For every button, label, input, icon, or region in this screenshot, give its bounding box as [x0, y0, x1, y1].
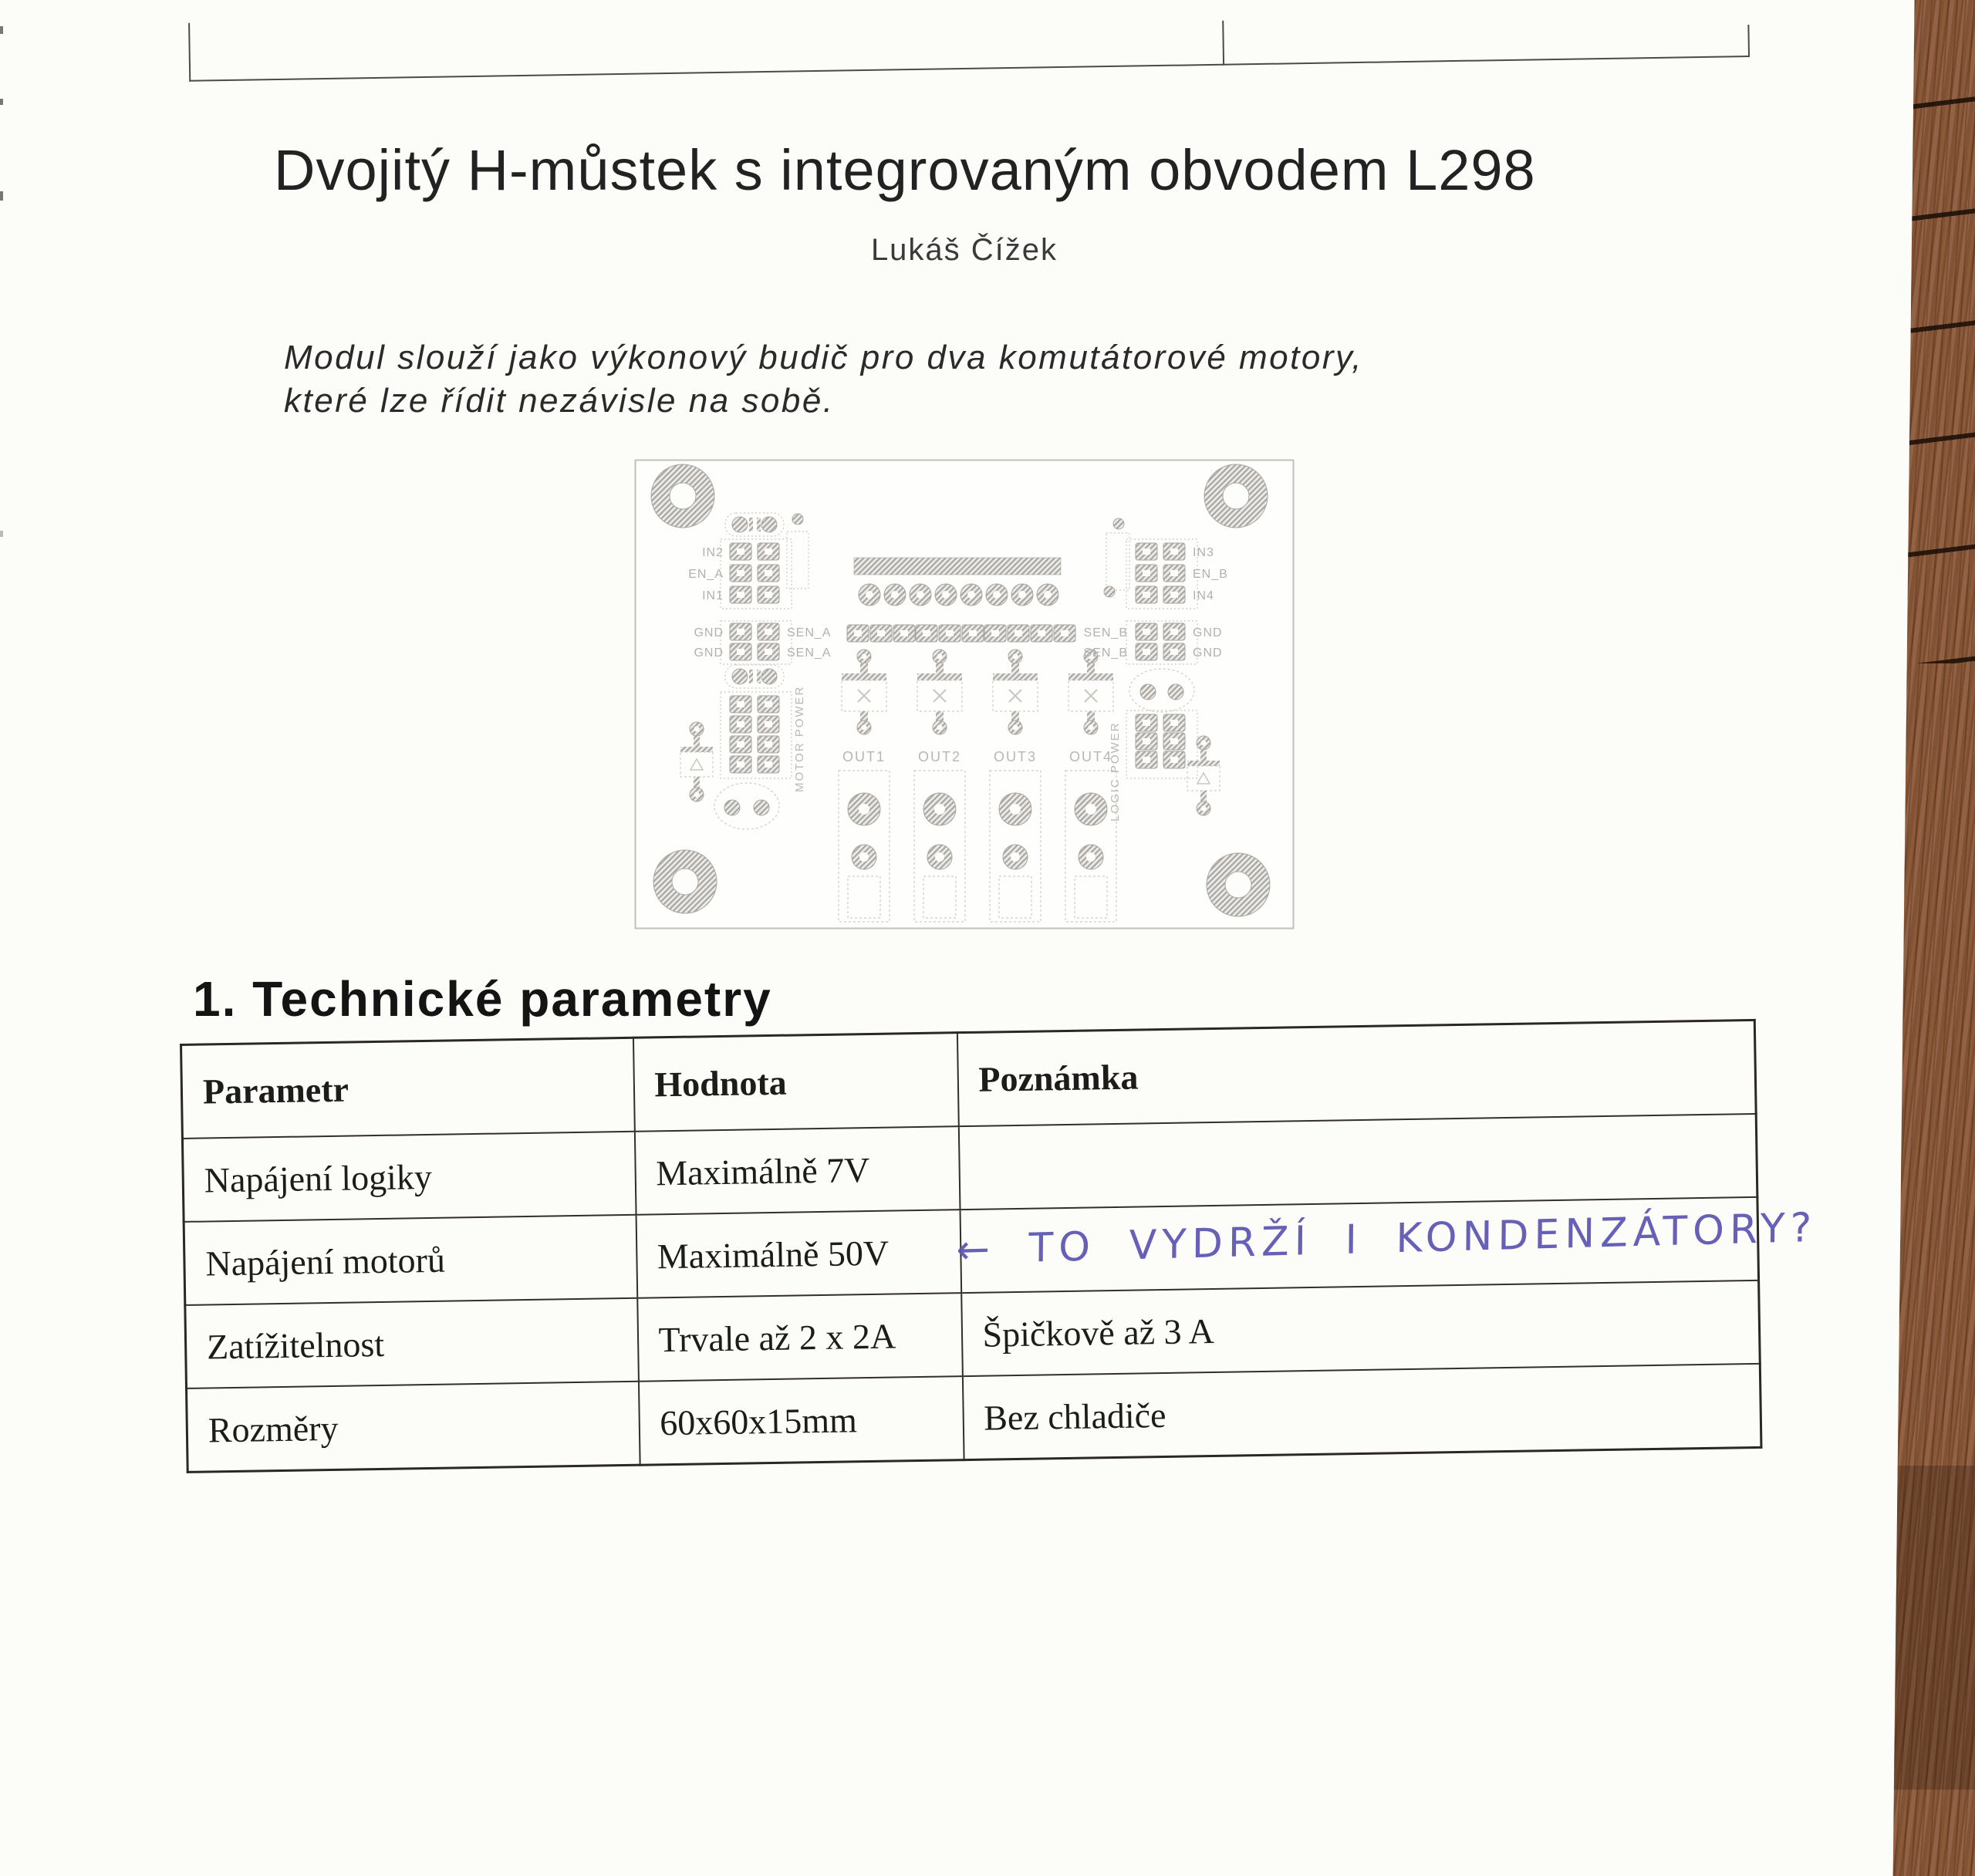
intro-line-2: které lze řídit nezávisle na sobě. — [284, 382, 835, 420]
scan-speck — [0, 99, 3, 105]
cell-poznamka: Špičkově až 3 A — [961, 1280, 1761, 1376]
pcb-label-in1: IN1 — [702, 589, 724, 602]
wood-plank-gaps — [1889, 0, 1975, 663]
intro-paragraph — [284, 336, 1363, 423]
pcb-label-sen-a: SEN_A — [787, 646, 832, 660]
pcb-label-out2: OUT2 — [917, 749, 962, 764]
pcb-label-gnd: GND — [694, 646, 724, 660]
pcb-label-out3: OUT3 — [993, 749, 1038, 764]
section-heading: 1. Technické parametry — [193, 971, 772, 1027]
pcb-label-in2: IN2 — [702, 546, 724, 559]
pcb-label-motor-power: MOTOR POWER — [793, 685, 806, 792]
header-hodnota: Hodnota — [633, 1033, 958, 1132]
cutoff-table-vertical-line — [1222, 21, 1224, 66]
pcb-label-gnd: GND — [694, 626, 724, 639]
header-parametr: Parametr — [181, 1038, 635, 1139]
pcb-label-out1: OUT1 — [842, 749, 886, 764]
scan-speck — [0, 26, 3, 34]
cell-parametr: Rozměry — [187, 1382, 640, 1473]
document-author: Lukáš Čížek — [870, 233, 1058, 267]
cutoff-table-vertical-line — [188, 23, 191, 82]
intro-line-1: Modul slouží jako výkonový budič pro dva komutátorové motory, — [284, 339, 1363, 376]
header-poznamka: Poznámka — [957, 1020, 1756, 1126]
cell-poznamka — [958, 1114, 1757, 1210]
cell-parametr: Zatížitelnost — [185, 1298, 639, 1388]
pcb-label-sen-b: SEN_B — [1083, 646, 1128, 660]
cell-poznamka: Bez chladiče — [962, 1364, 1761, 1460]
cutoff-table-border — [189, 56, 1750, 82]
cell-hodnota: Trvale až 2 x 2A — [637, 1293, 963, 1382]
handwritten-annotation: ← TO VYDRŽÍ I KONDENZÁTORY? — [956, 1204, 1818, 1274]
pcb-board-outline — [636, 461, 1294, 929]
scan-speck — [0, 191, 3, 201]
pcb-label-sen-a: SEN_A — [787, 626, 832, 639]
pcb-label-logic-power: LOGIC POWER — [1109, 721, 1122, 822]
pcb-label-en-b: EN_B — [1193, 568, 1228, 581]
scan-speck — [0, 531, 3, 537]
pcb-label-out4: OUT4 — [1069, 749, 1113, 764]
document-title: Dvojitý H-můstek s integrovaným obvodem L298 — [274, 138, 1536, 202]
pcb-label-in4: IN4 — [1193, 589, 1214, 602]
pcb-label-sen-b: SEN_B — [1083, 626, 1128, 639]
cell-hodnota: Maximálně 7V — [634, 1126, 960, 1215]
cutoff-table-vertical-line — [1747, 25, 1750, 57]
pcb-label-gnd: GND — [1193, 626, 1223, 639]
pcb-label-en-a: EN_A — [688, 568, 724, 581]
cell-hodnota: Maximálně 50V — [636, 1210, 961, 1298]
cell-parametr: Napájení motorů — [184, 1215, 637, 1305]
parameters-table-wrap — [180, 1019, 1818, 1473]
wood-shadow — [1889, 1466, 1975, 1790]
wood-desk-background — [1889, 0, 1975, 1876]
cell-parametr: Napájení logiky — [182, 1132, 636, 1222]
cell-hodnota: 60x60x15mm — [638, 1376, 964, 1465]
pcb-label-gnd: GND — [1193, 646, 1223, 660]
pcb-label-in3: IN3 — [1193, 546, 1214, 559]
pcb-layout-figure — [634, 459, 1295, 930]
